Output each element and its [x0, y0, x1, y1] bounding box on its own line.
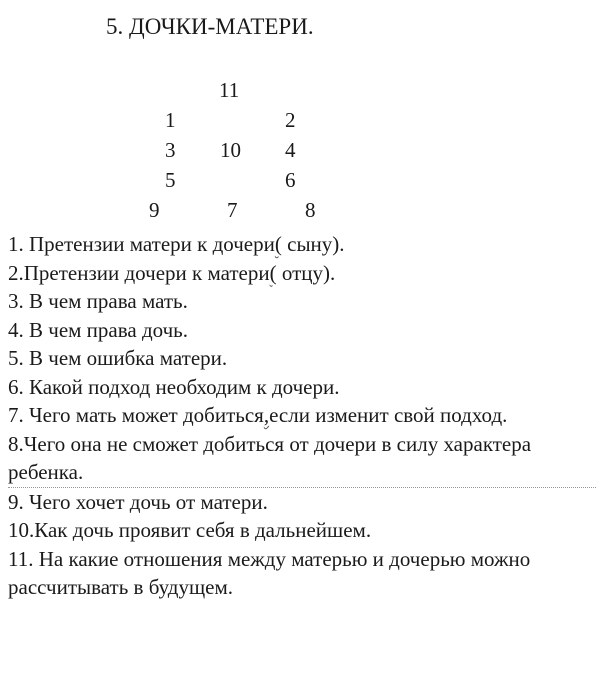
- list-item: 10.Как дочь проявит себя в дальнейшем.: [8, 518, 372, 542]
- list-item: 1. Претензии матери к дочери( сыну).: [8, 232, 345, 256]
- list-item: 4. В чем права дочь.: [8, 317, 188, 342]
- diagram-number: 10: [220, 138, 241, 162]
- list-item: 9. Чего хочет дочь от матери.: [8, 489, 268, 514]
- diagram-number: 11: [219, 78, 240, 102]
- list-item: 8.Чего она не сможет добиться от дочери в силу характера ребенка.: [8, 430, 596, 488]
- list-item: 11. На какие отношения между матерью и дочерью можно рассчитывать в будущем.: [8, 546, 531, 599]
- diagram-number: 8: [305, 198, 316, 222]
- diagram-number: 6: [285, 168, 296, 192]
- diagram-number: 7: [227, 198, 238, 222]
- diagram-number: 5: [165, 168, 176, 192]
- document-title: 5. ДОЧКИ-МАТЕРИ.: [106, 14, 314, 39]
- list-item: 2.Претензии дочери к матери( отцу).: [8, 260, 336, 285]
- diagram-number: 9: [149, 198, 160, 222]
- diagram-number: 4: [285, 138, 296, 162]
- diagram-number: 2: [285, 108, 296, 132]
- list-item: 7. Чего мать может добиться,если изменит свой подход.: [8, 403, 508, 427]
- list-item: 6. Какой подход необходим к дочери.: [8, 374, 340, 399]
- diagram-number: 1: [165, 108, 176, 132]
- list-item: 5. В чем ошибка матери.: [8, 346, 228, 370]
- question-list: [8, 230, 596, 602]
- diagram-number: 3: [165, 138, 176, 162]
- list-item: 3. В чем права мать.: [8, 289, 188, 313]
